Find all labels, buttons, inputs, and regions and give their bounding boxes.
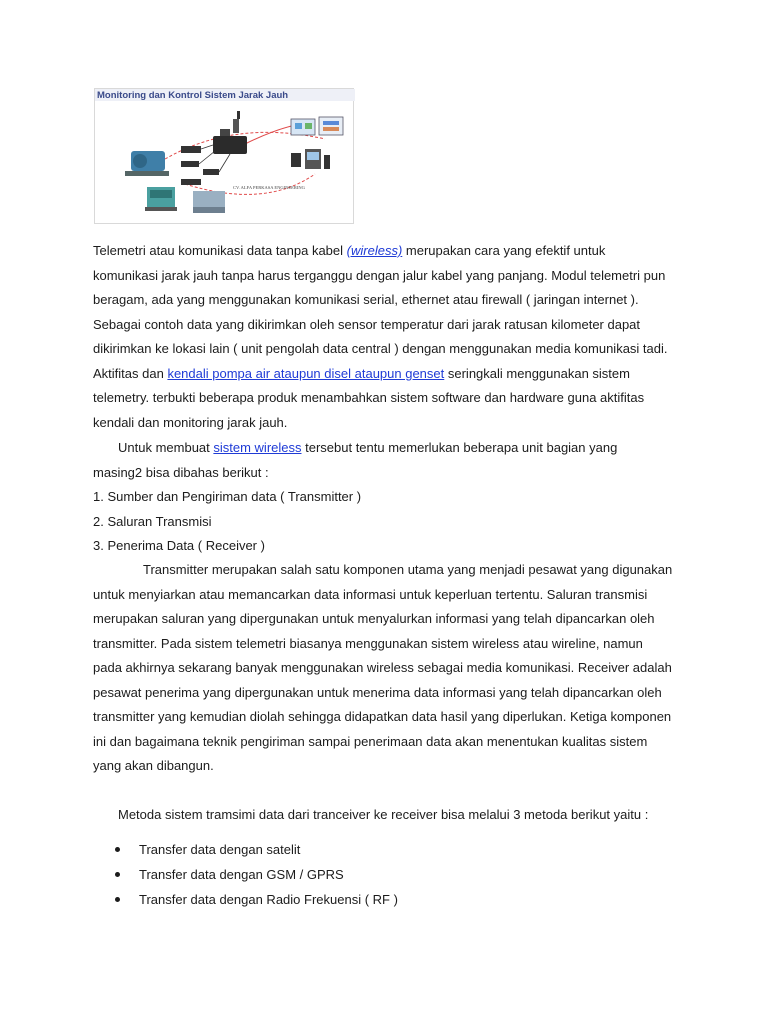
text-line: komunikasi jarak jauh tanpa harus terganggu dengan jalur kabel yang panjang. Modul telemetri pun [93, 267, 666, 283]
list-item-text: Transfer data dengan GSM / GPRS [139, 867, 344, 882]
diagram-illustration [95, 89, 355, 225]
text-span: Telemetri atau komunikasi data tanpa kabel [93, 243, 347, 258]
text-line: ini dan bagaimana teknik pengiriman sampai penerimaan data akan menentukan kualitas sistem [93, 733, 648, 749]
wireless-link[interactable]: (wireless) [346, 243, 403, 258]
text-line: dikirimkan ke lokasi lain ( unit pengolah data central ) dengan menggunakan media komunikasi tadi. [93, 341, 668, 356]
text-span: Aktifitas dan [93, 365, 168, 381]
text-line: Sebagai contoh data yang dikirimkan oleh sensor temperatur dari jarak ratusan kilometer dapat [93, 316, 641, 332]
bullet-icon [115, 847, 120, 852]
text-line: masing2 bisa dibahas berikut : [93, 464, 269, 480]
bullet-icon [115, 872, 120, 877]
figure-caption: CV. ALFA PERKASA ENGINEERING [233, 185, 305, 190]
text-line: transmitter. Pada sistem telemetri biasanya menggunakan sistem wireless atau wireline, namun [93, 635, 643, 651]
text-line: Transmitter merupakan salah satu komponen utama yang menjadi pesawat yang digunakan [143, 562, 673, 577]
list-item-text: Transfer data dengan satelit [139, 842, 301, 857]
text-span: seringkali menggunakan sistem [444, 365, 630, 381]
list-item: 3. Penerima Data ( Receiver ) [93, 538, 265, 553]
text-line: telemetry. terbukti beberapa produk menambahkan sistem software dan hardware guna aktifitas [93, 390, 645, 405]
text-line [93, 239, 683, 264]
text-line: pesawat penerima yang dipergunakan untuk menerima data informasi yang telah dipancarkan oleh [93, 684, 662, 700]
paragraph-4 [93, 803, 683, 828]
text-line: pada akhirnya sekarang banyak menggunakan wireless sebagai media komunikasi. Receiver adalah [93, 660, 672, 675]
diagram-figure [94, 88, 354, 224]
sistem-wireless-link[interactable]: sistem wireless [213, 440, 302, 455]
figure-title: Monitoring dan Kontrol Sistem Jarak Jauh [97, 90, 289, 101]
text-span: Untuk membuat [118, 440, 214, 455]
paragraph-2 [93, 436, 683, 559]
text-line [93, 362, 683, 387]
text-line: yang akan dibangun. [93, 758, 214, 773]
kendali-pompa-link[interactable]: kendali pompa air ataupun disel ataupun genset [167, 365, 445, 381]
list-item-text: Transfer data dengan Radio Frekuensi ( RF ) [139, 892, 398, 907]
text-line: transmitter yang kemudian diolah sehingga didapatkan data hasil yang diperlukan. Ketiga komponen [93, 709, 672, 724]
text-span: tersebut tentu memerlukan beberapa unit bagian yang [301, 440, 618, 455]
text-line: merupakan saluran yang dipergunakan untuk menyalurkan informasi yang telah dipancarkan oleh [93, 611, 655, 626]
text-line: kendali dan monitoring jarak jauh. [93, 414, 288, 430]
text-line [93, 436, 683, 461]
text-span: merupakan cara yang efektif untuk [402, 243, 606, 258]
text-line: untuk menyiarkan atau memancarkan data informasi untuk keperluan tertentu. Saluran transmisi [93, 586, 648, 602]
text-line: beragam, ada yang menggunakan komunikasi serial, ethernet atau firewall ( jaringan internet ). [93, 292, 639, 307]
list-item: 2. Saluran Transmisi [93, 513, 212, 529]
list-item: 1. Sumber dan Pengiriman data ( Transmitter ) [93, 489, 362, 504]
bullet-icon [115, 897, 120, 902]
text-line: Metoda sistem tramsimi data dari tranceiver ke receiver bisa melalui 3 metoda berikut yaitu : [118, 807, 649, 822]
paragraph-1 [93, 239, 683, 435]
paragraph-3 [93, 558, 683, 779]
